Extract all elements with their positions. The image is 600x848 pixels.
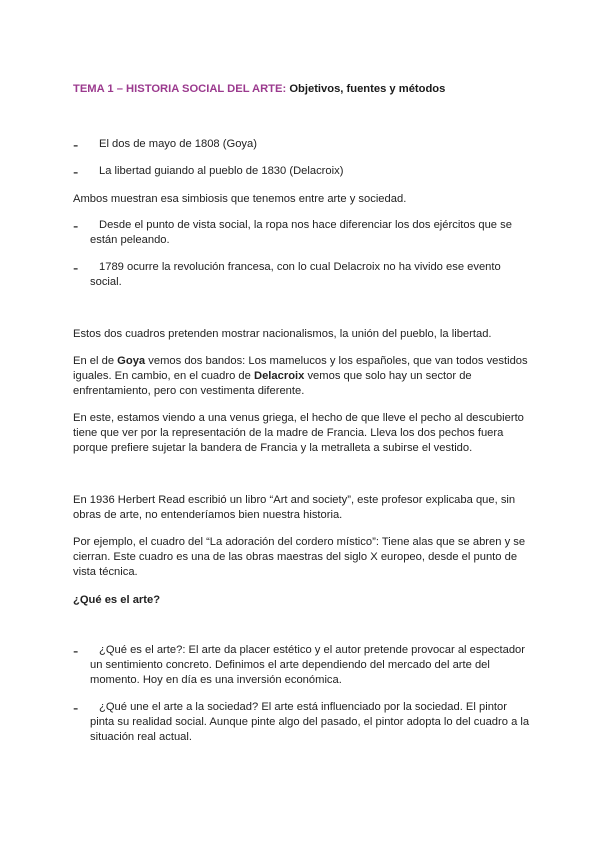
paragraph-line: enfrentamiento, pero con vestimenta diferente. (73, 385, 305, 397)
bullet-dash: - (73, 700, 79, 717)
paragraph: Ambos muestran esa simbiosis que tenemos entre arte y sociedad. (73, 193, 407, 205)
bullet-dash: - (73, 137, 79, 154)
paragraph: Estos dos cuadros pretenden mostrar nacionalismos, la unión del pueblo, la libertad. (73, 328, 492, 340)
list-item-line: un sentimiento concreto. Definimos el arte dependiendo del mercado del arte del (90, 659, 490, 671)
list-item: La libertad guiando al pueblo de 1830 (Delacroix) (99, 165, 344, 177)
bullet-dash: - (73, 164, 79, 181)
list-item-line: pinta su realidad social. Aunque pinte algo del pasado, el pintor adopta lo del cuadro a la (90, 716, 530, 728)
list-item-line: social. (90, 276, 122, 288)
paragraph-line (73, 354, 528, 369)
text-span: En el de (73, 355, 118, 367)
text-span: vemos que solo hay un sector de (304, 370, 472, 382)
text-span: vemos dos bandos: Los mamelucos y los españoles, que van todos vestidos (145, 355, 528, 367)
bullet-dash: - (73, 260, 79, 277)
list-item-line: situación real actual. (90, 731, 192, 743)
paragraph-line: vista técnica. (73, 566, 138, 578)
paragraph-line: En 1936 Herbert Read escribió un libro “Art and society”, este profesor explicaba que, sin (73, 494, 516, 506)
list-item-line: ¿Qué une el arte a la sociedad? El arte está influenciado por la sociedad. El pintor (99, 701, 507, 713)
title-rest: Objetivos, fuentes y métodos (286, 83, 446, 95)
section-heading: ¿Qué es el arte? (73, 594, 161, 606)
paragraph-line: tiene que ver por la representación de la madre de Francia. Lleva los dos pechos fuera (73, 427, 504, 439)
list-item: El dos de mayo de 1808 (Goya) (99, 138, 257, 150)
paragraph-line: cierran. Este cuadro es una de las obras maestras del siglo X europeo, desde el punto de (73, 551, 518, 563)
list-item-line: están peleando. (90, 234, 170, 246)
title-accent: TEMA 1 – HISTORIA SOCIAL DEL ARTE: (73, 83, 287, 95)
paragraph-line (73, 369, 472, 384)
bullet-dash: - (73, 218, 79, 235)
page-title (73, 82, 445, 97)
list-item-line: Desde el punto de vista social, la ropa nos hace diferenciar los dos ejércitos que se (99, 219, 512, 231)
bold-term: Goya (117, 355, 146, 367)
paragraph-line: porque prefiere sujetar la bandera de Francia y la metralleta a subirse el vestido. (73, 442, 473, 454)
paragraph-line: obras de arte, no entenderíamos bien nuestra historia. (73, 509, 343, 521)
paragraph-line: Por ejemplo, el cuadro del “La adoración del cordero místico”: Tiene alas que se abren y se (73, 536, 526, 548)
list-item-line: momento. Hoy en día es una inversión económica. (90, 674, 342, 686)
bullet-dash: - (73, 643, 79, 660)
paragraph-line: En este, estamos viendo a una venus griega, el hecho de que lleve el pecho al descubierto (73, 412, 524, 424)
bold-term: Delacroix (253, 370, 305, 382)
text-span: iguales. En cambio, en el cuadro de (73, 370, 254, 382)
list-item-line: 1789 ocurre la revolución francesa, con lo cual Delacroix no ha vivido ese evento (99, 261, 501, 273)
list-item-line: ¿Qué es el arte?: El arte da placer estético y el autor pretende provocar al espectador (99, 644, 525, 656)
